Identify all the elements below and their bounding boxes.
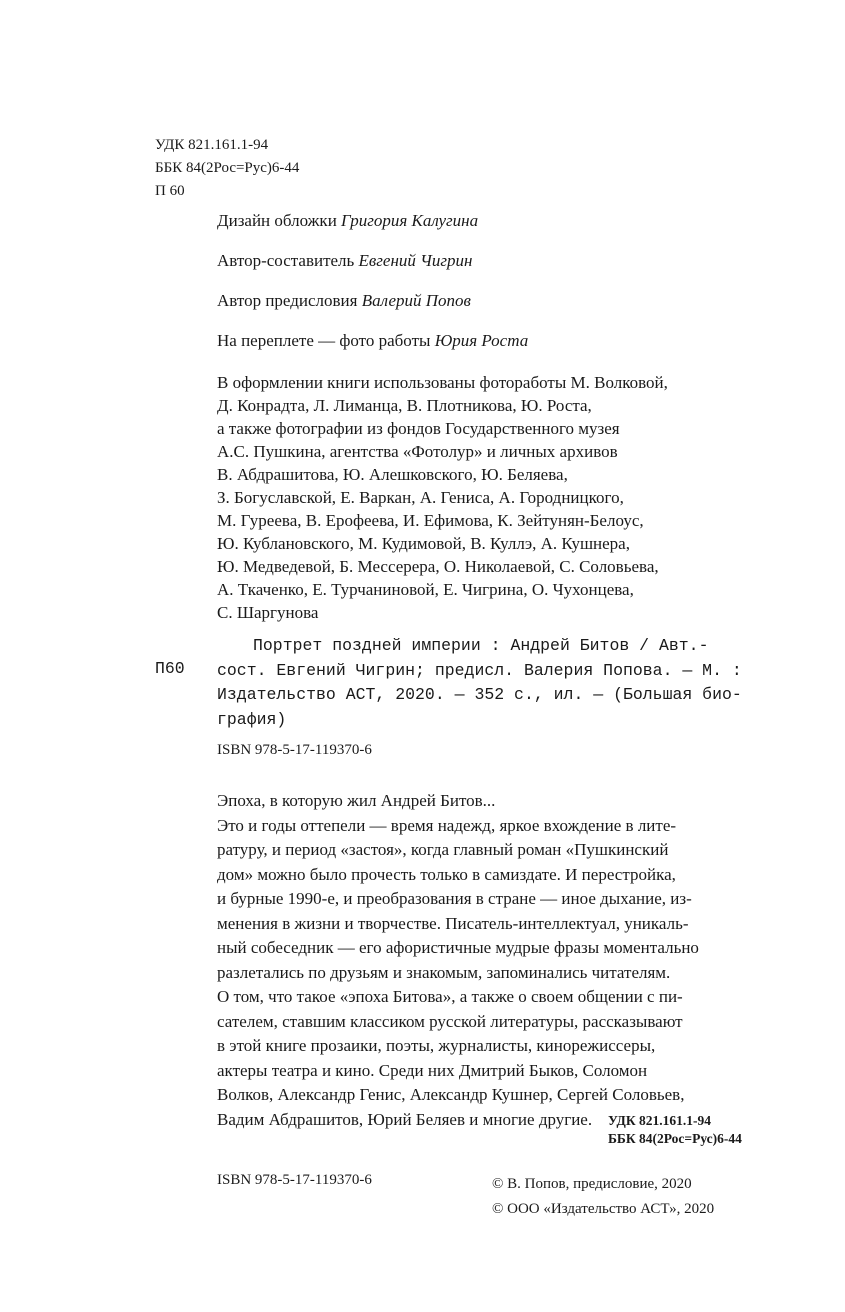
text-line: ратуру, и период «застоя», когда главный роман «Пушкинский (217, 840, 669, 859)
isbn-bottom: ISBN 978-5-17-119370-6 (217, 1172, 372, 1188)
copyright-block (492, 1172, 714, 1222)
text-line: О том, что такое «эпоха Битова», а также о своем общении с пи- (217, 987, 683, 1006)
credit-name: Евгений Чигрин (358, 251, 473, 270)
text-line: З. Богуславской, Е. Варкан, А. Гениса, А. Городницкого, (217, 488, 624, 507)
text-line: а также фотографии из фондов Государственного музея (217, 419, 620, 438)
bbk-code: ББК 84(2Рос=Рус)6-44 (608, 1131, 742, 1146)
text-line: сателем, ставшим классиком русской литературы, рассказывают (217, 1011, 683, 1031)
text-line: А. Ткаченко, Е. Турчаниновой, Е. Чигрина, О. Чухонцева, (217, 580, 634, 599)
text-line: А.С. Пушкина, агентства «Фотолур» и личных архивов (217, 442, 618, 461)
credit-label: На переплете — фото работы (217, 331, 431, 350)
text-line: В. Абдрашитова, Ю. Алешковского, Ю. Беляева, (217, 465, 568, 484)
text-line: дом» можно было прочесть только в самиздате. И перестройка, (217, 864, 676, 884)
text-line: ный собеседник — его афористичные мудрые фразы моментально (217, 938, 699, 957)
text-line: Это и годы оттепели — время надежд, яркое вхождение в лите- (217, 815, 677, 835)
text-line: актеры театра и кино. Среди них Дмитрий Быков, Соломон (217, 1060, 648, 1080)
copyright-line: © ООО «Издательство АСТ», 2020 (492, 1201, 715, 1217)
bbk-code: ББК 84(2Рос=Рус)6-44 (155, 160, 300, 176)
text-line: в этой книге прозаики, поэты, журналисты, кинорежиссеры, (217, 1036, 656, 1055)
photo-credits-paragraph (217, 371, 668, 624)
udk-code: УДК 821.161.1-94 (155, 137, 269, 153)
catalog-line: Издательство АСТ, 2020. — 352 с., ил. — (Большая био- (217, 685, 742, 704)
classification-codes-top (155, 134, 299, 203)
text-line: Эпоха, в которую жил Андрей Битов... (217, 791, 496, 810)
credit-compiler (217, 249, 528, 289)
credit-name: Валерий Попов (361, 291, 471, 310)
credit-binding-photo (217, 329, 528, 369)
catalog-entry (217, 634, 742, 732)
text-line: С. Шаргунова (217, 603, 319, 622)
text-line: менения в жизни и творчестве. Писатель-интеллектуал, уникаль- (217, 913, 689, 933)
credit-name: Юрия Роста (434, 331, 529, 350)
catalog-line: сост. Евгений Чигрин; предисл. Валерия Попова. — М. : (217, 660, 742, 680)
author-mark: П 60 (155, 183, 185, 199)
text-line: Ю. Кублановского, М. Кудимовой, В. Куллэ, А. Кушнера, (217, 534, 630, 553)
credit-label: Автор-составитель (217, 251, 355, 270)
text-line: М. Гуреева, В. Ерофеева, И. Ефимова, К. Зейтунян-Белоус, (217, 511, 644, 530)
text-line: Вадим Абдрашитов, Юрий Беляев и многие другие. (217, 1109, 593, 1129)
catalog-line: графия) (217, 709, 287, 729)
credit-label: Дизайн обложки (217, 211, 337, 230)
copyright-line: © В. Попов, предисловие, 2020 (492, 1176, 692, 1192)
udk-code: УДК 821.161.1-94 (608, 1113, 711, 1128)
credits-block (217, 209, 528, 369)
credit-cover-design (217, 209, 528, 249)
credit-label: Автор предисловия (217, 291, 358, 310)
credit-name: Григория Калугина (341, 211, 479, 230)
text-line: разлетались по друзьям и знакомым, запоминались читателям. (217, 962, 671, 982)
text-line: В оформлении книги использованы фотоработы М. Волковой, (217, 373, 668, 392)
text-line: Волков, Александр Генис, Александр Кушнер, Сергей Соловьев, (217, 1085, 685, 1104)
text-line: Д. Конрадта, Л. Лиманца, В. Плотникова, Ю. Роста, (217, 396, 592, 415)
isbn-middle: ISBN 978-5-17-119370-6 (217, 742, 372, 758)
credit-foreword-author (217, 289, 528, 329)
text-line: Ю. Медведевой, Б. Мессерера, О. Николаевой, С. Соловьева, (217, 557, 659, 576)
catalog-line: Портрет поздней империи : Андрей Битов / Авт.- (253, 636, 709, 655)
catalog-code: П60 (155, 659, 185, 678)
annotation-paragraph (217, 789, 699, 1132)
text-line: и бурные 1990-е, и преобразования в стране — иное дыхание, из- (217, 889, 692, 908)
classification-codes-bottom (608, 1112, 742, 1148)
